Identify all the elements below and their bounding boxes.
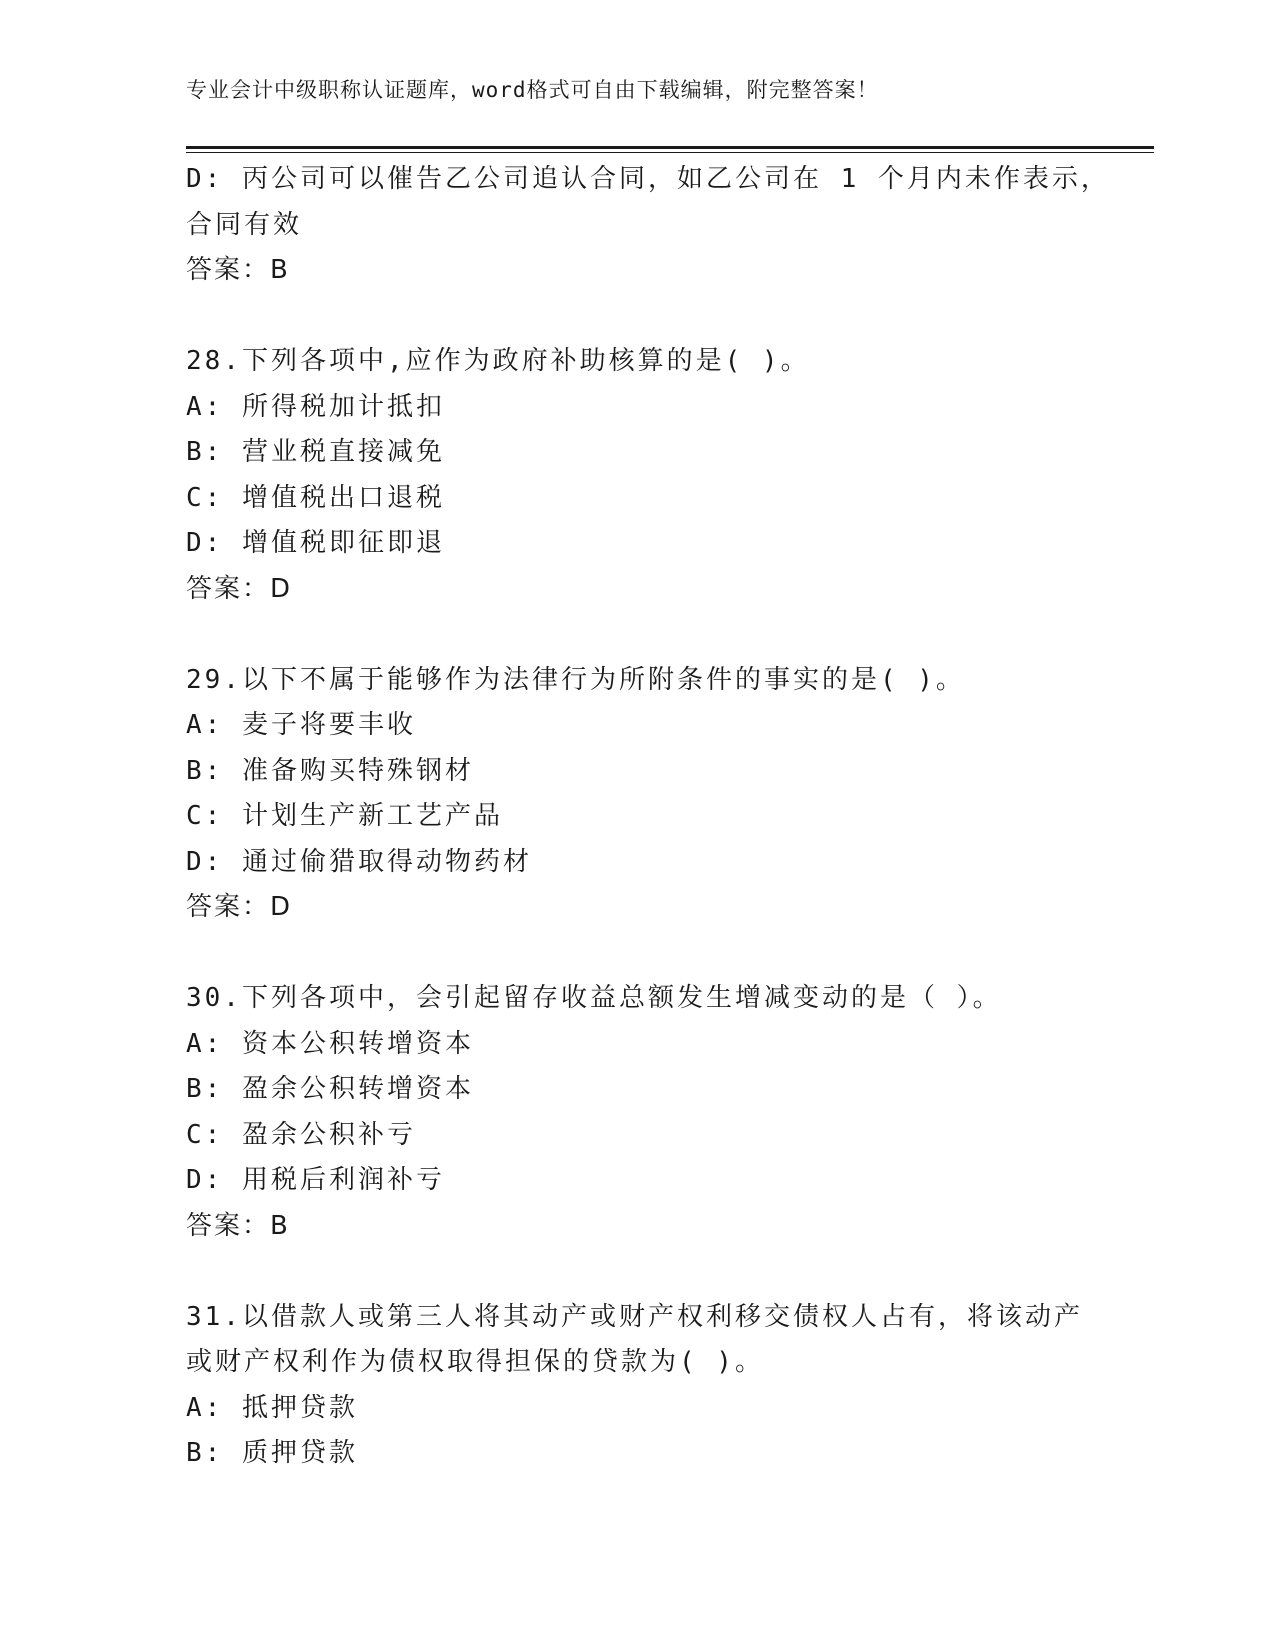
- question-stem: 30.下列各项中，会引起留存收益总额发生增减变动的是（ ）。: [186, 983, 1002, 1013]
- header-rule-thick: [186, 146, 1154, 149]
- option-d: D: 增值税即征即退: [186, 528, 445, 558]
- option-b: B: 盈余公积转增资本: [186, 1074, 474, 1104]
- option-c: C: 盈余公积补亏: [186, 1119, 416, 1150]
- option-c: C: 增值税出口退税: [186, 482, 445, 513]
- option-c: C: 计划生产新工艺产品: [186, 801, 503, 831]
- option-a: A: 麦子将要丰收: [186, 710, 416, 740]
- document-body: [186, 157, 1154, 1477]
- option-d-line2: 合同有效: [186, 209, 303, 240]
- option-a: A: 资本公积转增资本: [186, 1028, 474, 1059]
- question-stem-line2: 或财产权利作为债权取得担保的贷款为( )。: [186, 1347, 764, 1377]
- answer: 答案：D: [186, 892, 293, 922]
- option-b: B: 营业税直接减免: [186, 437, 445, 467]
- question-30: [186, 976, 1154, 1249]
- question-stem-line1: 31.以借款人或第三人将其动产或财产权利移交债权人占有，将该动产: [186, 1301, 1083, 1332]
- question-29: [186, 658, 1154, 931]
- option-b: B: 准备购买特殊钢材: [186, 755, 474, 786]
- question-31: [186, 1295, 1154, 1477]
- page-header: 专业会计中级职称认证题库，word格式可自由下载编辑，附完整答案！: [186, 78, 879, 102]
- option-d: D: 用税后利润补亏: [186, 1165, 445, 1195]
- answer: 答案：B: [186, 255, 290, 285]
- question-28: [186, 339, 1154, 612]
- option-a: A: 抵押贷款: [186, 1392, 358, 1423]
- header-rule-thin: [186, 152, 1154, 153]
- answer: 答案：D: [186, 573, 293, 604]
- answer: 答案：B: [186, 1210, 290, 1241]
- question-stem: 28.下列各项中,应作为政府补助核算的是( )。: [186, 346, 810, 376]
- option-a: A: 所得税加计抵扣: [186, 391, 445, 422]
- question-stem: 29.以下不属于能够作为法律行为所附条件的事实的是( )。: [186, 664, 965, 695]
- option-d-line1: D: 丙公司可以催告乙公司追认合同，如乙公司在 1 个月内未作表示，: [186, 164, 1110, 194]
- question-27-tail: [186, 157, 1154, 294]
- option-b: B: 质押贷款: [186, 1438, 358, 1468]
- option-d: D: 通过偷猎取得动物药材: [186, 846, 532, 877]
